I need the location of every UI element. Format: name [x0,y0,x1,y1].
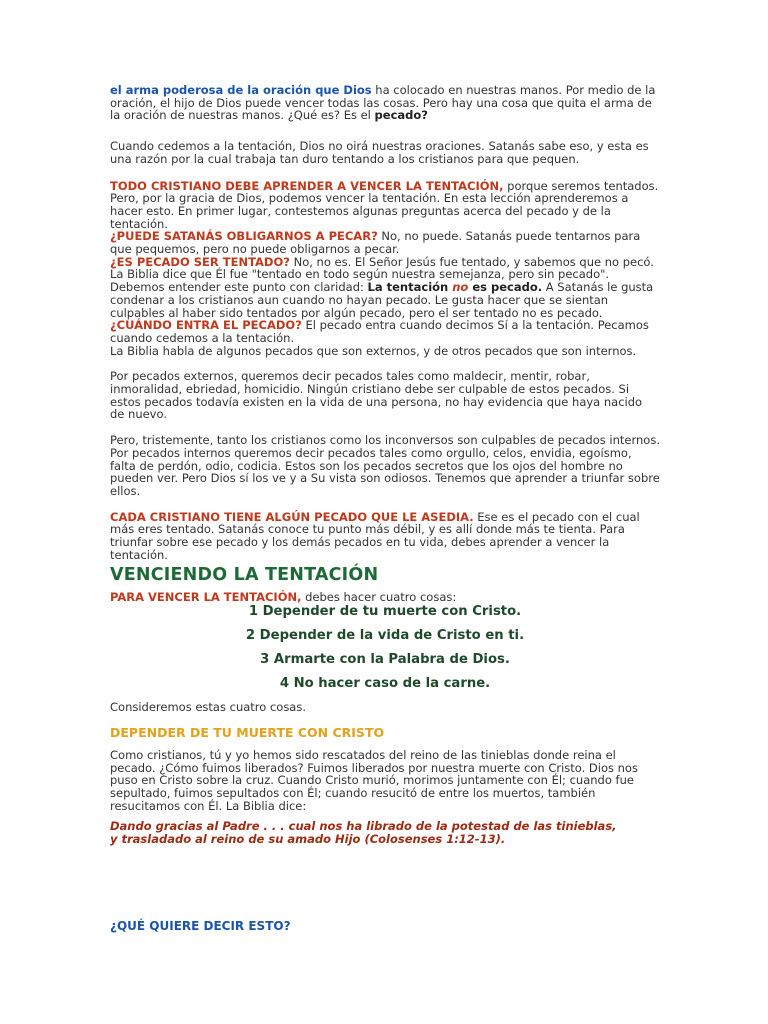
paragraph-consideremos: Consideremos estas cuatro cosas. [110,700,306,715]
bold-es-pecado: es pecado. [468,280,543,295]
paragraph-es-pecado [110,256,660,320]
text-cada-cristiano: Ese es el pecado con el cual más eres tentado. Satanás conoce tu punto más débil, y es allí donde más te tienta. Para triunfar sobre ese pecado y los demás pecados en tu vida, debes aprender a vencer la tentación. [110,509,640,562]
text-es-pecado-2: A Satanás le gusta condenar a los cristianos aun cuando no hayan pecado. Le gusta hacer que se sientan culpables al haber sido tentados por algún pecado, pero el ser tentado no es pecado. [110,280,654,320]
text-todo-cristiano: porque seremos tentados. Pero, por la gracia de Dios, podemos vencer la tentación. En esta lección aprenderemos a hacer esto. En primer lugar, contestemos algunas preguntas acerca del pecado y de la tentación. [110,178,659,231]
paragraph-para-vencer [110,591,660,604]
intro-lead: el arma poderosa de la oración que Dios [110,83,372,97]
scripture-quote [110,820,660,846]
section-title-venciendo: VENCIENDO LA TENTACIÓN [110,564,379,585]
bold-la-tentacion: La tentación [367,280,453,295]
paragraph-internos: Pero, tristemente, tanto los cristianos como los inconversos son culpables de pecados internos. Por pecados internos queremos decir pecados tales como orgullo, celos, envidia, egoísmo, falta de perdón, odio, codicia. Estos son los pecados secretos que los ojos del hombre no pueden ver. Pero Dios sí los ve y a Su vista son odiosos. Tenemos que aprender a triunfar sobre ellos. [110,433,660,498]
paragraph-como-cristianos: Como cristianos, tú y yo hemos sido rescatados del reino de las tinieblas donde reina el pecado. ¿Cómo fuimos liberados? Fuimos liberados por nuestra muerte con Cristo. Dios nos puso en Cristo sobre la cruz. Cuando Cristo murió, morimos juntamente con Él; cuando fue sepultado, fuimos sepultados con Él; cuando resucitó de entre los muertos, también resucitamos con Él. La Biblia dice: [110,747,638,813]
text-para-vencer: debes hacer cuatro cosas: [301,589,457,604]
step-item: 1 Depender de tu muerte con Cristo. [248,604,522,620]
intro-paragraph [110,84,660,122]
emph-no: no [452,280,469,295]
section-heading-depender: DEPENDER DE TU MUERTE CON CRISTO [110,724,385,740]
quote-line-1: Dando gracias al Padre . . . cual nos ha librado de la potestad de las tinieblas, [110,819,617,834]
intro-text: ha colocado en nuestras manos. Por medio de la oración, el hijo de Dios puede vencer todas las cosas. Pero hay una cosa que quita el arma de la oración de nuestras manos. ¿Qué es? Es el [110,83,656,123]
text-cuando-entra: El pecado entra cuando decimos Sí a la tentación. Pecamos cuando cedemos a la tentación. [110,318,649,345]
document-page [110,84,660,933]
heading-es-pecado: ¿ES PECADO SER TENTADO? [110,254,290,269]
heading-para-vencer: PARA VENCER LA TENTACIÓN, [110,589,302,604]
heading-cuando-entra: ¿CUÁNDO ENTRA EL PECADO? [110,318,302,333]
paragraph-cuando-cedemos: Cuando cedemos a la tentación, Dios no oirá nuestras oraciones. Satanás sabe eso, y esta es una razón por la cual trabaja tan duro tentando a los cristianos para que pequen. [110,139,649,166]
paragraph-todo-cristiano [110,180,660,231]
step-item: 2 Depender de la vida de Cristo en ti. [245,628,525,644]
text-puede-satanas: No, no puede. Satanás puede tentarnos para que pequemos, pero no puede obligarnos a pecar. [110,229,641,257]
paragraph-puede-satanas [110,230,660,255]
heading-todo-cristiano: TODO CRISTIANO DEBE APRENDER A VENCER LA TENTACIÓN, [110,178,504,193]
paragraph-externos: Por pecados externos, queremos decir pecados tales como maldecir, mentir, robar, inmoralidad, ebriedad, homicidio. Ningún cristiano debe ser culpable de estos pecados. Si estos pecados todavía existen en la vida de una persona, no hay evidencia que haya nacido de nuevo. [110,369,643,422]
paragraph-biblia-habla: La Biblia habla de algunos pecados que son externos, y de otros pecados que son internos. [110,343,637,358]
paragraph-cada-cristiano [110,511,660,562]
text-es-pecado: No, no es. El Señor Jesús fue tentado, y sabemos que no pecó. La Biblia dice que Él fue "tentado en todo según nuestra semejanza, pero sin pecado". Debemos entender este punto con claridad: [110,254,654,295]
step-item: 3 Armarte con la Palabra de Dios. [260,652,510,668]
heading-puede-satanas: ¿PUEDE SATANÁS OBLIGARNOS A PECAR? [110,229,378,244]
question-heading: ¿QUÉ QUIERE DECIR ESTO? [110,919,291,934]
heading-cada-cristiano: CADA CRISTIANO TIENE ALGÚN PECADO QUE LE ASEDIA. [110,509,474,524]
intro-emph: pecado? [374,108,428,123]
quote-line-2: y trasladado al reino de su amado Hijo (Colosenses 1:12-13). [110,832,506,847]
step-item: 4 No hacer caso de la carne. [279,676,491,692]
paragraph-cuando-entra [110,319,660,344]
